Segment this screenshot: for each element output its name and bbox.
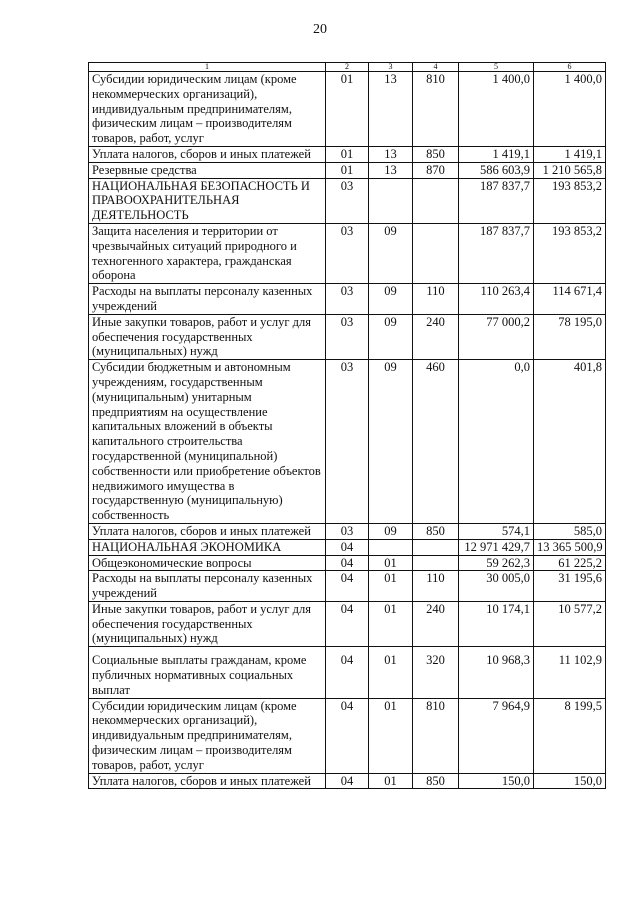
header-cell: 3 bbox=[369, 63, 413, 72]
subsection-code-cell: 09 bbox=[369, 523, 413, 539]
amount-year1-cell: 30 005,0 bbox=[459, 571, 534, 602]
subsection-code-cell: 01 bbox=[369, 773, 413, 789]
row-name-cell: Субсидии юридическим лицам (кроме некоммерческих организаций), индивидуальным предпринимателям, физическим лицам – производителям товаров, работ, услуг bbox=[89, 698, 326, 773]
expense-type-cell bbox=[413, 178, 459, 223]
table-row bbox=[89, 284, 606, 315]
section-code-cell: 04 bbox=[326, 647, 369, 698]
expense-type-cell: 240 bbox=[413, 314, 459, 359]
amount-year1-cell: 150,0 bbox=[459, 773, 534, 789]
section-code-cell: 03 bbox=[326, 314, 369, 359]
row-name-cell: Расходы на выплаты персоналу казенных учреждений bbox=[89, 284, 326, 315]
subsection-code-cell: 09 bbox=[369, 314, 413, 359]
expense-type-cell: 240 bbox=[413, 601, 459, 646]
expense-type-cell bbox=[413, 555, 459, 571]
row-name-cell: Уплата налогов, сборов и иных платежей bbox=[89, 773, 326, 789]
table-row bbox=[89, 539, 606, 555]
table-row bbox=[89, 773, 606, 789]
row-name-cell: Защита населения и территории от чрезвычайных ситуаций природного и техногенного характера, гражданская оборона bbox=[89, 223, 326, 283]
section-code-cell: 03 bbox=[326, 523, 369, 539]
amount-year2-cell: 11 102,9 bbox=[534, 647, 606, 698]
expense-type-cell: 810 bbox=[413, 698, 459, 773]
row-name-cell: Общеэкономические вопросы bbox=[89, 555, 326, 571]
subsection-code-cell: 13 bbox=[369, 162, 413, 178]
amount-year1-cell: 574,1 bbox=[459, 523, 534, 539]
subsection-code-cell: 09 bbox=[369, 360, 413, 524]
section-code-cell: 03 bbox=[326, 284, 369, 315]
row-name-cell: Иные закупки товаров, работ и услуг для обеспечения государственных (муниципальных) нужд bbox=[89, 601, 326, 646]
amount-year1-cell: 59 262,3 bbox=[459, 555, 534, 571]
subsection-code-cell bbox=[369, 178, 413, 223]
table-row bbox=[89, 698, 606, 773]
subsection-code-cell bbox=[369, 539, 413, 555]
table-row bbox=[89, 555, 606, 571]
amount-year1-cell: 187 837,7 bbox=[459, 178, 534, 223]
section-code-cell: 04 bbox=[326, 773, 369, 789]
expense-type-cell: 320 bbox=[413, 647, 459, 698]
amount-year1-cell: 77 000,2 bbox=[459, 314, 534, 359]
amount-year1-cell: 187 837,7 bbox=[459, 223, 534, 283]
row-name-cell: Расходы на выплаты персоналу казенных учреждений bbox=[89, 571, 326, 602]
table-row bbox=[89, 360, 606, 524]
section-code-cell: 03 bbox=[326, 223, 369, 283]
amount-year1-cell: 12 971 429,7 bbox=[459, 539, 534, 555]
row-name-cell: Иные закупки товаров, работ и услуг для обеспечения государственных (муниципальных) нужд bbox=[89, 314, 326, 359]
table-row bbox=[89, 178, 606, 223]
table-row bbox=[89, 146, 606, 162]
budget-table bbox=[88, 62, 606, 789]
subsection-code-cell: 01 bbox=[369, 647, 413, 698]
amount-year2-cell: 585,0 bbox=[534, 523, 606, 539]
amount-year1-cell: 1 419,1 bbox=[459, 146, 534, 162]
amount-year1-cell: 0,0 bbox=[459, 360, 534, 524]
section-code-cell: 04 bbox=[326, 601, 369, 646]
subsection-code-cell: 01 bbox=[369, 555, 413, 571]
amount-year1-cell: 10 968,3 bbox=[459, 647, 534, 698]
row-name-cell: НАЦИОНАЛЬНАЯ ЭКОНОМИКА bbox=[89, 539, 326, 555]
section-code-cell: 01 bbox=[326, 72, 369, 147]
table-row bbox=[89, 72, 606, 147]
amount-year1-cell: 586 603,9 bbox=[459, 162, 534, 178]
expense-type-cell bbox=[413, 539, 459, 555]
subsection-code-cell: 09 bbox=[369, 284, 413, 315]
section-code-cell: 01 bbox=[326, 146, 369, 162]
expense-type-cell: 870 bbox=[413, 162, 459, 178]
row-name-cell: Уплата налогов, сборов и иных платежей bbox=[89, 523, 326, 539]
table-row bbox=[89, 523, 606, 539]
amount-year2-cell: 1 419,1 bbox=[534, 146, 606, 162]
table-row bbox=[89, 162, 606, 178]
amount-year2-cell: 193 853,2 bbox=[534, 178, 606, 223]
amount-year1-cell: 10 174,1 bbox=[459, 601, 534, 646]
table-row bbox=[89, 314, 606, 359]
expense-type-cell: 850 bbox=[413, 773, 459, 789]
expense-type-cell: 810 bbox=[413, 72, 459, 147]
table-row bbox=[89, 571, 606, 602]
amount-year2-cell: 114 671,4 bbox=[534, 284, 606, 315]
header-cell: 6 bbox=[534, 63, 606, 72]
section-code-cell: 04 bbox=[326, 571, 369, 602]
amount-year2-cell: 1 400,0 bbox=[534, 72, 606, 147]
subsection-code-cell: 09 bbox=[369, 223, 413, 283]
row-name-cell: Уплата налогов, сборов и иных платежей bbox=[89, 146, 326, 162]
amount-year2-cell: 150,0 bbox=[534, 773, 606, 789]
expense-type-cell: 460 bbox=[413, 360, 459, 524]
subsection-code-cell: 13 bbox=[369, 146, 413, 162]
amount-year2-cell: 13 365 500,9 bbox=[534, 539, 606, 555]
amount-year1-cell: 7 964,9 bbox=[459, 698, 534, 773]
amount-year2-cell: 193 853,2 bbox=[534, 223, 606, 283]
amount-year1-cell: 110 263,4 bbox=[459, 284, 534, 315]
amount-year1-cell: 1 400,0 bbox=[459, 72, 534, 147]
row-name-cell: Социальные выплаты гражданам, кроме публичных нормативных социальных выплат bbox=[89, 647, 326, 698]
section-code-cell: 04 bbox=[326, 539, 369, 555]
row-name-cell: НАЦИОНАЛЬНАЯ БЕЗОПАСНОСТЬ И ПРАВООХРАНИТЕЛЬНАЯ ДЕЯТЕЛЬНОСТЬ bbox=[89, 178, 326, 223]
expense-type-cell: 850 bbox=[413, 523, 459, 539]
subsection-code-cell: 01 bbox=[369, 601, 413, 646]
expense-type-cell bbox=[413, 223, 459, 283]
row-name-cell: Субсидии юридическим лицам (кроме некоммерческих организаций), индивидуальным предпринимателям, физическим лицам – производителям товаров, работ, услуг bbox=[89, 72, 326, 147]
section-code-cell: 04 bbox=[326, 555, 369, 571]
amount-year2-cell: 401,8 bbox=[534, 360, 606, 524]
amount-year2-cell: 31 195,6 bbox=[534, 571, 606, 602]
table-row bbox=[89, 223, 606, 283]
amount-year2-cell: 8 199,5 bbox=[534, 698, 606, 773]
amount-year2-cell: 61 225,2 bbox=[534, 555, 606, 571]
section-code-cell: 04 bbox=[326, 698, 369, 773]
expense-type-cell: 110 bbox=[413, 284, 459, 315]
section-code-cell: 03 bbox=[326, 360, 369, 524]
page-number: 20 bbox=[313, 22, 327, 37]
header-cell: 2 bbox=[326, 63, 369, 72]
subsection-code-cell: 01 bbox=[369, 698, 413, 773]
header-cell: 4 bbox=[413, 63, 459, 72]
subsection-code-cell: 01 bbox=[369, 571, 413, 602]
header-cell: 1 bbox=[89, 63, 326, 72]
header-cell: 5 bbox=[459, 63, 534, 72]
table-row bbox=[89, 601, 606, 646]
section-code-cell: 01 bbox=[326, 162, 369, 178]
expense-type-cell: 850 bbox=[413, 146, 459, 162]
row-name-cell: Субсидии бюджетным и автономным учреждениям, государственным (муниципальным) унитарным предприятиям на осуществление капитальных вложений в объекты капитального строительства государственной (муниципальной) собственности или приобретение объектов недвижимого имущества в государственную (муниципальную) собственность bbox=[89, 360, 326, 524]
table-row bbox=[89, 647, 606, 698]
table-header-row bbox=[89, 63, 606, 72]
section-code-cell: 03 bbox=[326, 178, 369, 223]
expense-type-cell: 110 bbox=[413, 571, 459, 602]
amount-year2-cell: 10 577,2 bbox=[534, 601, 606, 646]
amount-year2-cell: 78 195,0 bbox=[534, 314, 606, 359]
amount-year2-cell: 1 210 565,8 bbox=[534, 162, 606, 178]
subsection-code-cell: 13 bbox=[369, 72, 413, 147]
row-name-cell: Резервные средства bbox=[89, 162, 326, 178]
